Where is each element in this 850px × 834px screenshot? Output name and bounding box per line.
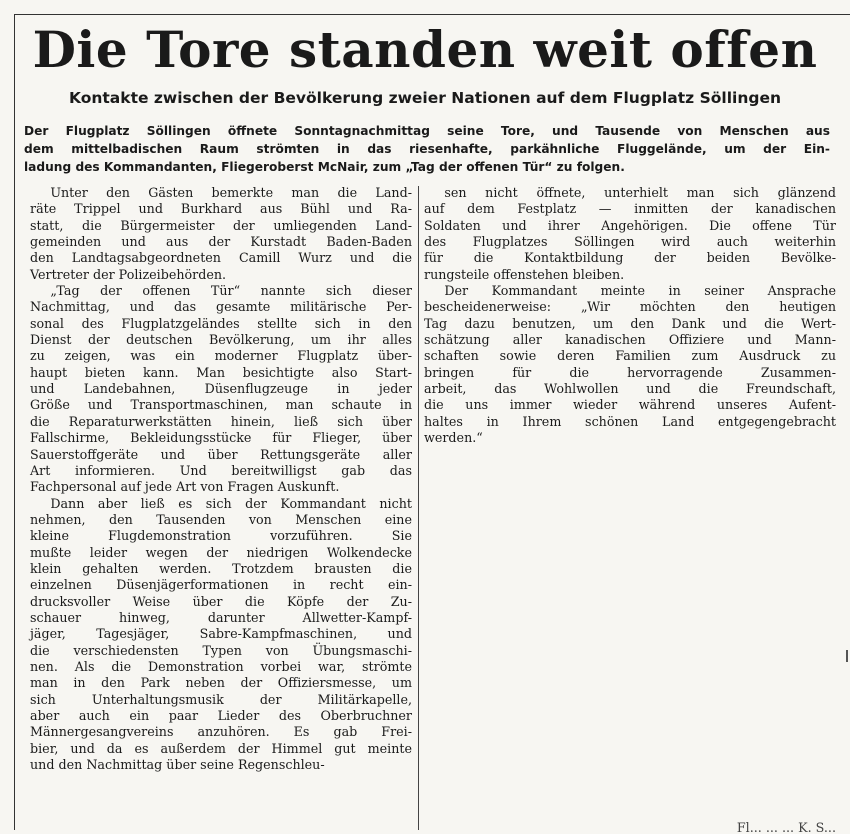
text-line: sen nicht öffnete, unterhielt man sich glänzend	[444, 185, 836, 200]
text-line: aber auch ein paar Lieder des Oberbruchner	[30, 708, 412, 723]
lead-line: ladung des Kommandanten, Fliegeroberst McNair, zum „Tag der offenen Tür“ zu folgen.	[24, 160, 625, 174]
text-line: Tag dazu benutzen, um den Dank und die Wert-	[424, 315, 836, 331]
text-line: die Reparaturwerkstätten hinein, ließ sich über	[30, 413, 412, 429]
text-line: und Landebahnen, Düsenflugzeuge in jeder	[30, 381, 412, 397]
text-line: Männergesangvereins anzuhören. Es gab Frei-	[30, 724, 412, 740]
text-line: gemeinden und aus der Kurstadt Baden-Baden	[30, 234, 412, 250]
text-line: mußte leider wegen der niedrigen Wolkendecke	[30, 544, 412, 560]
text-line: schauer hinweg, darunter Allwetter-Kampf-	[30, 609, 412, 625]
text-line: Soldaten und ihrer Angehörigen. Die offene Tür	[424, 217, 836, 233]
text-line: klein gehalten werden. Trotzdem brausten die	[30, 560, 412, 576]
text-line: drucksvoller Weise über die Köpfe der Zu-	[30, 593, 412, 609]
text-line: man in den Park neben der Offiziersmesse, um	[30, 675, 412, 691]
text-line: Vertreter der Polizeibehörden.	[30, 266, 227, 282]
text-line: Art informieren. Und bereitwilligst gab das	[30, 462, 412, 478]
text-line: Sauerstoffgeräte und über Rettungsgeräte aller	[30, 446, 412, 462]
text-line: „Tag der offenen Tür“ nannte sich dieser	[50, 283, 412, 299]
text-line: nehmen, den Tausenden von Menschen eine	[30, 511, 412, 527]
text-line: die verschiedensten Typen von Übungsmaschi-	[30, 642, 412, 658]
left-column	[30, 185, 412, 773]
text-line: auf dem Festplatz — inmitten der kanadischen	[424, 201, 836, 217]
text-line: bescheidenerweise: „Wir möchten den heutigen	[424, 299, 836, 315]
page-left-rule	[14, 14, 15, 830]
text-line: Der Kommandant meinte in seiner Ansprache	[444, 283, 836, 299]
text-line: Fallschirme, Bekleidungsstücke für Flieger, über	[30, 430, 412, 446]
text-line: haltes in Ihrem schönen Land entgegengebracht	[424, 413, 836, 429]
text-line: bier, und da es außerdem der Himmel gut meinte	[30, 740, 412, 756]
text-line: die uns immer wieder während unseres Aufent-	[424, 397, 836, 413]
text-line: statt, die Bürgermeister der umliegenden Land-	[30, 217, 412, 233]
text-line: räte Trippel und Burkhard aus Bühl und Ra-	[30, 201, 412, 217]
text-line: und den Nachmittag über seine Regenschleu-	[30, 757, 325, 773]
article-headline: Die Tore standen weit offen	[32, 20, 818, 79]
paragraph	[424, 283, 836, 446]
text-line: arbeit, das Wohlwollen und die Freundschaft,	[424, 381, 836, 397]
text-line: nen. Als die Demonstration vorbei war, strömte	[30, 658, 412, 674]
article-subheadline: Kontakte zwischen der Bevölkerung zweier Nationen auf dem Flugplatz Söllingen	[68, 89, 782, 107]
text-line: des Flugplatzes Söllingen wird auch weiterhin	[424, 234, 836, 250]
column-divider	[418, 186, 419, 830]
text-line: bringen für die hervorragende Zusammen-	[424, 364, 836, 380]
footer-fragment: Fl... ... ... K. S...	[736, 820, 836, 834]
text-line: sonal des Flugplatzgeländes stellte sich in den	[30, 315, 412, 331]
text-line: werden.“	[424, 430, 483, 446]
text-line: Größe und Transportmaschinen, man schaute in	[30, 397, 412, 413]
text-line: kleine Flugdemonstration vorzuführen. Sie	[30, 528, 412, 544]
text-line: schaften sowie deren Familien zum Ausdruck zu	[424, 348, 836, 364]
text-line: Nachmittag, und das gesamte militärische Per-	[30, 299, 412, 315]
text-line: jäger, Tagesjäger, Sabre-Kampfmaschinen, und	[30, 626, 412, 642]
text-line: sich Unterhaltungsmusik der Militärkapelle,	[30, 691, 412, 707]
text-line: Dann aber ließ es sich der Kommandant nicht	[50, 495, 412, 511]
paragraph	[30, 185, 412, 283]
text-line: für die Kontaktbildung der beiden Bevölke-	[424, 250, 836, 266]
text-line: zu zeigen, was ein moderner Flugplatz über-	[30, 348, 412, 364]
paragraph	[30, 496, 412, 774]
lead-line: Der Flugplatz Söllingen öffnete Sonntagnachmittag seine Tore, und Tausende von Menschen aus	[24, 124, 830, 138]
paragraph	[424, 185, 836, 283]
text-line: haupt bieten kann. Man besichtigte also Start-	[30, 364, 412, 380]
lead-line: dem mittelbadischen Raum strömten in das riesenhafte, parkähnliche Fluggelände, um der Ein-	[24, 142, 830, 156]
text-line: Fachpersonal auf jede Art von Fragen Auskunft.	[30, 479, 340, 495]
text-line: den Landtagsabgeordneten Camill Wurz und die	[30, 250, 412, 266]
text-line: rungsteile offenstehen bleiben.	[424, 266, 625, 282]
text-line: schätzung aller kanadischen Offiziere und Mann-	[424, 332, 836, 348]
right-column	[424, 185, 836, 447]
article-lead	[24, 122, 830, 176]
text-line: Unter den Gästen bemerkte man die Land-	[50, 185, 412, 200]
edge-mark	[846, 650, 848, 662]
paragraph	[30, 283, 412, 495]
text-line: einzelnen Düsenjägerformationen in recht ein-	[30, 577, 412, 593]
page-top-rule	[14, 14, 850, 15]
text-line: Dienst der deutschen Bevölkerung, um ihr alles	[30, 332, 412, 348]
